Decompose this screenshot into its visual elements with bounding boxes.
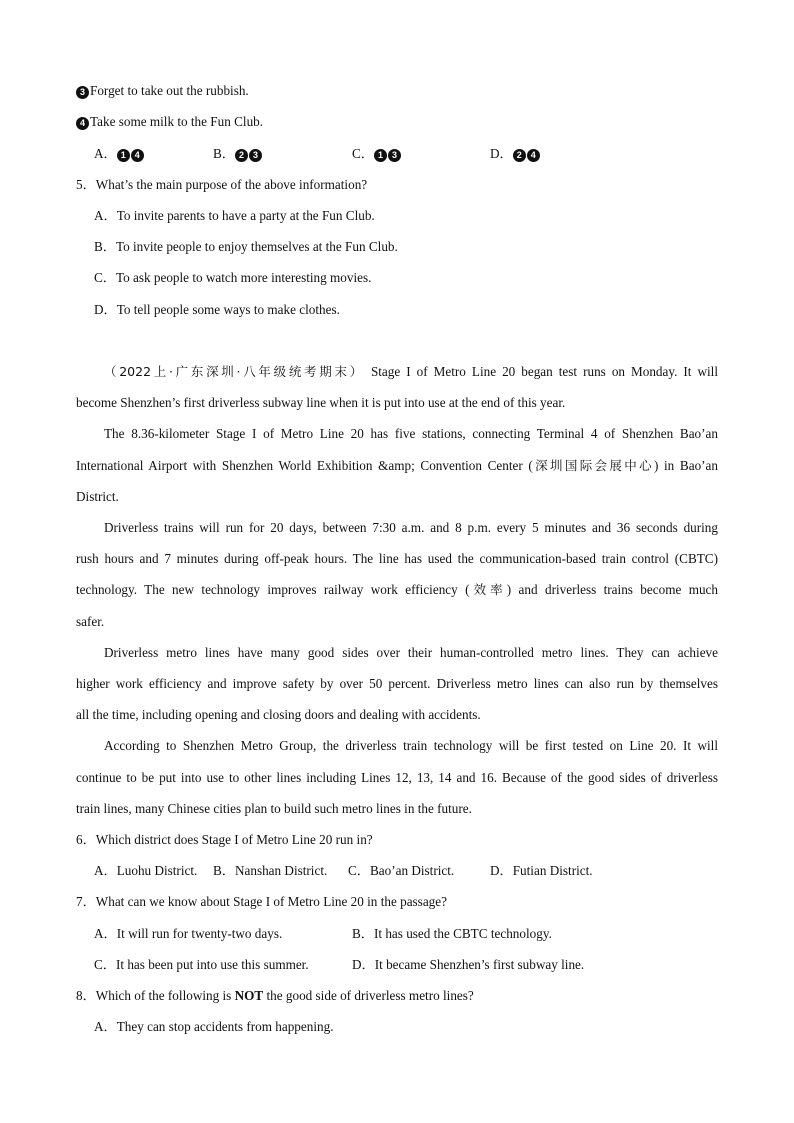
- q5-stem: 5．What’s the main purpose of the above information?: [76, 177, 368, 192]
- q7-option-b[interactable]: B．It has used the CBTC technology.: [352, 926, 552, 941]
- q5-option-c[interactable]: C．To ask people to watch more interesting movies.: [94, 270, 372, 285]
- q5-option-b[interactable]: B．To invite people to enjoy themselves at the Fun Club.: [94, 239, 398, 254]
- passage-p5-line2: continue to be put into use to other lines including Lines 12, 13, 14 and 16. Because of the good sides of driverless: [76, 770, 718, 785]
- q4-option-c[interactable]: C． 1 3: [352, 146, 402, 162]
- circled-number: 1: [374, 149, 387, 162]
- circled-number: 2: [235, 149, 248, 162]
- passage-p1-line2: become Shenzhen’s first driverless subway line when it is put into use at the end of this year.: [76, 395, 566, 410]
- circled-number: 3: [388, 149, 401, 162]
- q7-option-c[interactable]: C．It has been put into use this summer.: [94, 957, 309, 972]
- passage-p3-line4: safer.: [76, 614, 105, 629]
- passage-p2-line1: The 8.36-kilometer Stage I of Metro Line 20 has five stations, connecting Terminal 4 of Shenzhen Bao’an: [104, 426, 718, 441]
- q4-option-b[interactable]: B． 2 3: [213, 146, 263, 162]
- q5-option-a[interactable]: A．To invite parents to have a party at the Fun Club.: [94, 208, 375, 223]
- circled-number: 4: [527, 149, 540, 162]
- q5-option-d[interactable]: D．To tell people some ways to make clothes.: [94, 302, 340, 317]
- source-tag: （2022上·广东深圳·八年级统考期末）: [104, 364, 365, 379]
- q8-stem: 8．Which of the following is NOT the good side of driverless metro lines?: [76, 988, 474, 1003]
- passage-p4-line2: higher work efficiency and improve safety by over 50 percent. Driverless metro lines can also run by themselves: [76, 676, 718, 691]
- circled-number: 3: [249, 149, 262, 162]
- q4-option-a[interactable]: A． 1 4: [94, 146, 145, 162]
- passage-p4-line3: all the time, including opening and closing doors and dealing with accidents.: [76, 707, 481, 722]
- passage-p5-line3: train lines, many Chinese cities plan to build such metro lines in the future.: [76, 801, 472, 816]
- q8-emphasis: NOT: [234, 988, 264, 1003]
- circled-number-4: 4: [76, 117, 89, 130]
- circled-number: 4: [131, 149, 144, 162]
- passage-p2-line3: District.: [76, 489, 119, 504]
- q7-stem: 7．What can we know about Stage I of Metro Line 20 in the passage?: [76, 894, 447, 909]
- q4-item-3: [76, 83, 249, 99]
- q6-option-a[interactable]: A．Luohu District.: [94, 863, 198, 878]
- circled-number: 2: [513, 149, 526, 162]
- q4-item-4: [76, 114, 263, 130]
- q4-item-3-text: Forget to take out the rubbish.: [90, 83, 249, 98]
- passage-p5-line1: According to Shenzhen Metro Group, the driverless train technology will be first tested on Line 20. It will: [104, 738, 718, 753]
- passage-p4-line1: Driverless metro lines have many good sides over their human-controlled metro lines. They can achieve: [104, 645, 718, 660]
- q6-stem: 6．Which district does Stage I of Metro Line 20 run in?: [76, 832, 373, 847]
- q4-item-4-text: Take some milk to the Fun Club.: [90, 114, 264, 129]
- q6-option-d[interactable]: D．Futian District.: [490, 863, 593, 878]
- q6-option-c[interactable]: C．Bao’an District.: [348, 863, 455, 878]
- passage-p3-line1: Driverless trains will run for 20 days, between 7:30 a.m. and 8 p.m. every 5 minutes and 36 seconds during: [104, 520, 718, 535]
- q7-option-d[interactable]: D．It became Shenzhen’s first subway line.: [352, 957, 585, 972]
- q6-option-b[interactable]: B．Nanshan District.: [213, 863, 328, 878]
- circled-number-3: 3: [76, 86, 89, 99]
- passage-p3-line2: rush hours and 7 minutes during off-peak hours. The line has used the communication-based train control (CBTC): [76, 551, 718, 566]
- passage-p2-line2: International Airport with Shenzhen World Exhibition &amp; Convention Center (深圳国际会展中心) in Bao’an: [76, 458, 718, 473]
- q8-option-a[interactable]: A．They can stop accidents from happening.: [94, 1019, 334, 1034]
- q7-option-a[interactable]: A．It will run for twenty-two days.: [94, 926, 283, 941]
- circled-number: 1: [117, 149, 130, 162]
- q4-option-d[interactable]: D． 2 4: [490, 146, 541, 162]
- passage-p3-line3: technology. The new technology improves railway work efficiency (效率) and driverless trains become much: [76, 582, 718, 597]
- passage-p1-line1: （2022上·广东深圳·八年级统考期末） Stage I of Metro Line 20 began test runs on Monday. It will: [104, 364, 719, 379]
